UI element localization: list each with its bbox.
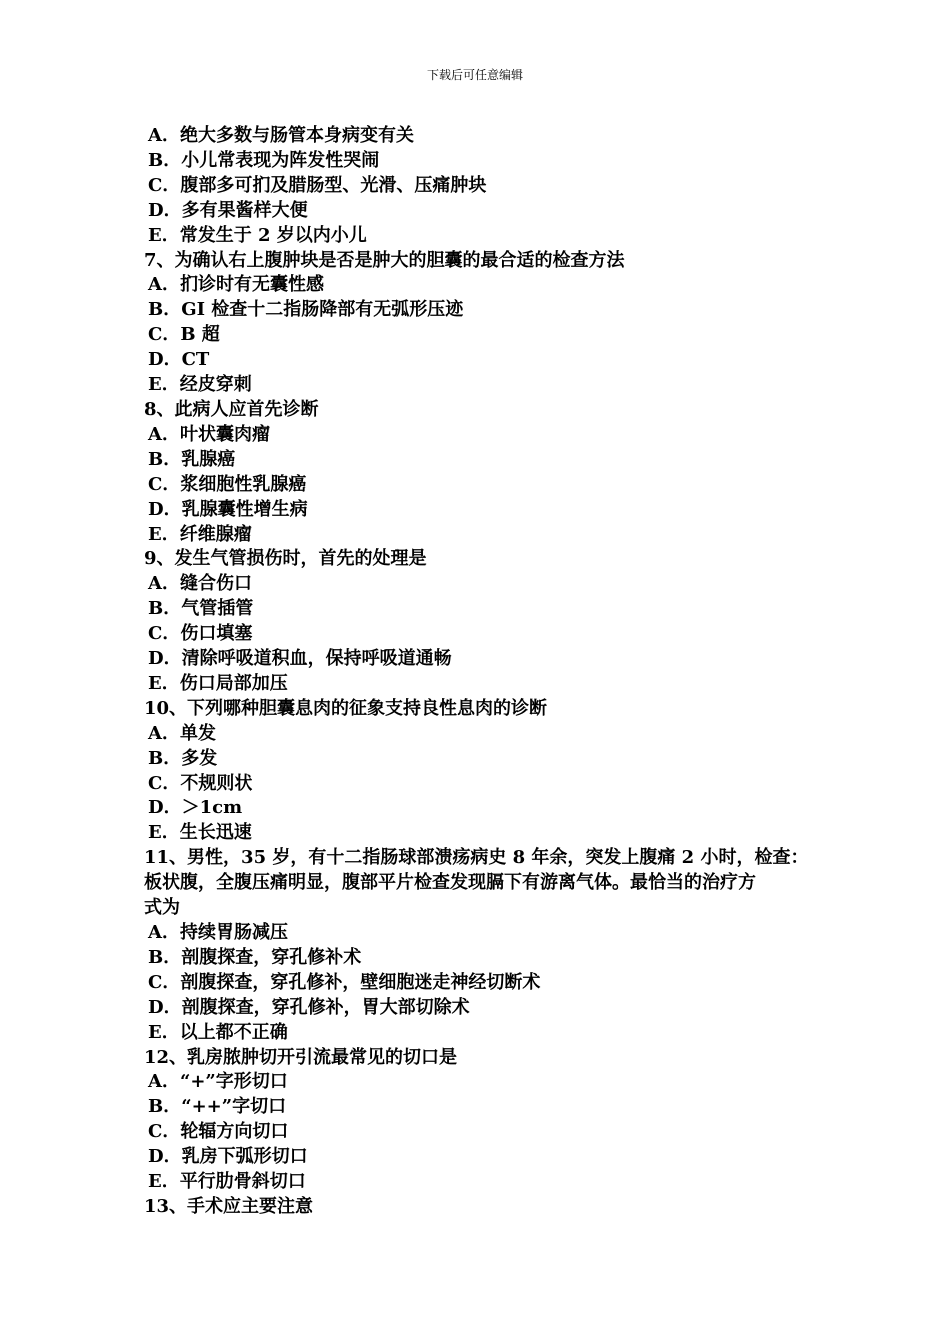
option-line: C．伤口填塞 xyxy=(148,623,253,645)
question-line: 13、手术应主要注意 xyxy=(144,1195,314,1217)
option-line: A．“+”字形切口 xyxy=(148,1071,288,1093)
option-line: E．纤维腺瘤 xyxy=(148,523,252,545)
option-line: C．不规则状 xyxy=(148,772,253,794)
option-line: C．腹部多可扪及腊肠型、光滑、压痛肿块 xyxy=(148,174,487,196)
option-line: D．＞1cm xyxy=(148,797,243,819)
option-line: E．伤口局部加压 xyxy=(148,672,288,694)
option-line: B．乳腺癌 xyxy=(148,448,236,470)
option-line: D．剖腹探查，穿孔修补，胃大部切除术 xyxy=(148,996,470,1018)
document-body xyxy=(144,124,824,1220)
page-header: 下载后可任意编辑 xyxy=(426,68,523,82)
option-line: B．“++”字切口 xyxy=(148,1096,287,1118)
question-line: 式为 xyxy=(144,897,180,919)
option-line: D．CT xyxy=(148,349,210,371)
option-line: A．绝大多数与肠管本身病变有关 xyxy=(148,125,414,146)
question-line: 9、发生气管损伤时，首先的处理是 xyxy=(144,548,427,570)
option-line: B．气管插管 xyxy=(148,598,254,620)
question-line: 12、乳房脓肿切开引流最常见的切口是 xyxy=(144,1046,458,1068)
option-line: A．单发 xyxy=(148,722,216,744)
option-line: E．以上都不正确 xyxy=(148,1021,288,1043)
option-line: D．乳腺囊性增生病 xyxy=(148,498,308,520)
option-line: A．扪诊时有无囊性感 xyxy=(148,274,324,296)
option-line: C．轮辐方向切口 xyxy=(148,1121,289,1143)
option-line: E．常发生于 2 岁以内小儿 xyxy=(148,224,367,246)
option-line: E．生长迅速 xyxy=(148,822,252,844)
question-line: 10、下列哪种胆囊息肉的征象支持良性息肉的诊断 xyxy=(144,697,548,719)
option-line: C．B 超 xyxy=(148,324,220,346)
option-line: B．GI 检查十二指肠降部有无弧形压迹 xyxy=(148,299,464,321)
question-line: 板状腹，全腹压痛明显，腹部平片检查发现膈下有游离气体。最恰当的治疗方 xyxy=(144,872,756,894)
option-line: B．多发 xyxy=(148,747,218,769)
question-line: 7、为确认右上腹肿块是否是肿大的胆囊的最合适的检查方法 xyxy=(144,249,625,271)
option-line: D．乳房下弧形切口 xyxy=(148,1146,308,1168)
question-line: 11、男性，35 岁，有十二指肠球部溃疡病史 8 年余，突发上腹痛 2 小时，检查： xyxy=(144,847,809,869)
option-line: C．浆细胞性乳腺癌 xyxy=(148,473,307,495)
option-line: A．缝合伤口 xyxy=(148,573,252,595)
option-line: B．小儿常表现为阵发性哭闹 xyxy=(148,149,380,171)
question-line: 8、此病人应首先诊断 xyxy=(144,398,319,420)
option-line: A．叶状囊肉瘤 xyxy=(148,423,270,445)
option-line: B．剖腹探查，穿孔修补术 xyxy=(148,946,362,968)
option-line: D．多有果酱样大便 xyxy=(148,199,308,221)
option-line: C．剖腹探查，穿孔修补，壁细胞迷走神经切断术 xyxy=(148,971,541,993)
option-line: E．平行肋骨斜切口 xyxy=(148,1171,306,1193)
option-line: D．清除呼吸道积血，保持呼吸道通畅 xyxy=(148,648,452,670)
option-line: A．持续胃肠减压 xyxy=(148,922,288,943)
option-line: E．经皮穿刺 xyxy=(148,374,252,396)
